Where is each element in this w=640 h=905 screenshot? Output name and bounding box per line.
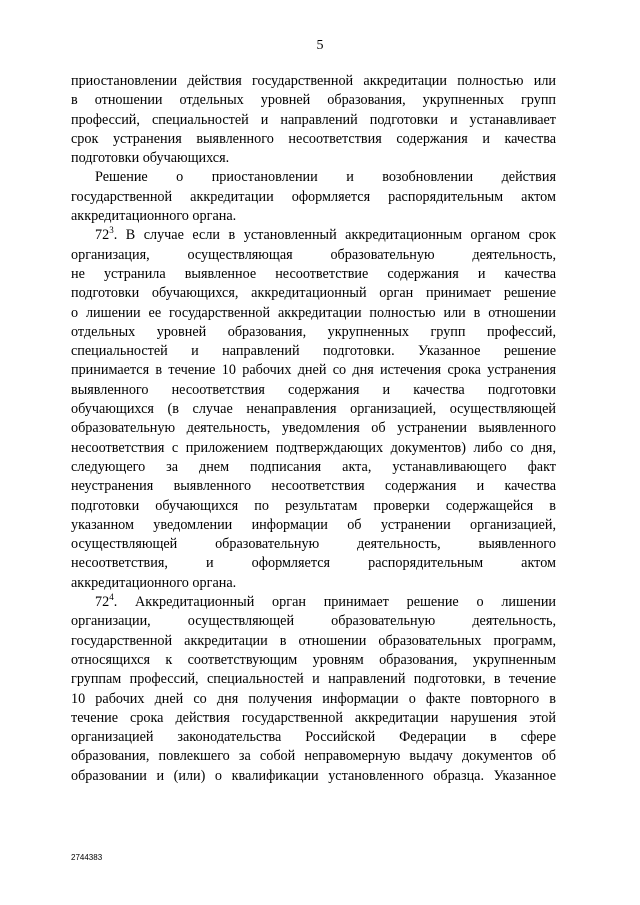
- text-line: указанном уведомлении информации об устранении организацией,: [71, 516, 556, 533]
- text-line: не устранила выявленное несоответствие содержания и качества: [71, 265, 556, 282]
- text-line: неустранения выявленного несоответствия содержания и качества: [71, 478, 556, 495]
- clause-text: . В случае если в установленный аккредитационным органом срок: [113, 227, 556, 244]
- text-line: профессий, специальностей и направлений подготовки и устанавливает: [71, 111, 556, 128]
- text-line: организации, осуществляющей образовательную деятельность,: [71, 613, 556, 630]
- document-id: 2744383: [71, 853, 103, 862]
- paragraph-72-3: [71, 226, 556, 593]
- text-line: приостановлении действия государственной аккредитации полностью или: [71, 73, 556, 89]
- text-line: государственной аккредитации оформляется распорядительным актом: [71, 188, 556, 205]
- text-line: несоответствия с приложением подтверждающих документов) либо со дня,: [71, 439, 556, 456]
- clause-text: . Аккредитационный орган принимает решение о лишении: [113, 594, 556, 611]
- text-line: осуществляющей образовательную деятельность, выявленного: [71, 536, 556, 553]
- text-line: образовании и (или) о квалификации установленного образца. Указанное: [71, 767, 556, 784]
- text-line: выявленного несоответствия содержания и качества подготовки: [71, 381, 556, 398]
- text-line: о лишении ее государственной аккредитации полностью или в отношении: [71, 304, 556, 321]
- text-line: аккредитационного органа.: [71, 574, 237, 591]
- document-body: [71, 72, 556, 786]
- paragraph-first-line: [71, 593, 556, 612]
- paragraph-1: [71, 72, 556, 168]
- paragraph-2: [71, 168, 556, 226]
- text-line: подготовки обучающихся.: [71, 150, 230, 167]
- clause-number: 72: [95, 594, 110, 611]
- text-line: специальностей и направлений подготовки. Указанное решение: [71, 343, 556, 360]
- page-number: 5: [316, 38, 324, 53]
- text-line: отдельных уровней образования, укрупненных групп профессий,: [71, 323, 556, 340]
- text-line: подготовки обучающихся по результатам проверки содержащейся в: [71, 497, 556, 514]
- paragraph-72-4: [71, 593, 556, 786]
- text-line: несоответствия, и оформляется распорядительным актом: [71, 555, 556, 572]
- text-line: образования, повлекшего за собой неправомерную выдачу документов об: [71, 748, 556, 765]
- text-line: срок устранения выявленного несоответствия содержания и качества: [71, 130, 556, 147]
- text-line: группам профессий, специальностей и направлений подготовки, в течение: [71, 671, 556, 688]
- text-line: принимается в течение 10 рабочих дней со дня истечения срока устранения: [71, 362, 556, 379]
- text-line: аккредитационного органа.: [71, 208, 237, 225]
- text-line: Решение о приостановлении и возобновлении действия: [95, 169, 556, 186]
- paragraph-first-line: [71, 226, 556, 245]
- clause-superscript: 3: [109, 226, 114, 236]
- text-line: организацией законодательства Российской Федерации в сфере: [71, 729, 556, 746]
- clause-number: 72: [95, 227, 110, 244]
- text-line: подготовки обучающихся, аккредитационный орган принимает решение: [71, 285, 556, 302]
- text-line: образовательную деятельность, уведомления об устранении выявленного: [71, 420, 556, 437]
- text-line: течение срока действия государственной аккредитации нарушения этой: [71, 709, 556, 726]
- clause-superscript: 4: [109, 593, 114, 603]
- text-line: обучающихся (в случае ненаправления организацией, осуществляющей: [71, 401, 556, 418]
- text-line: следующего за днем подписания акта, устанавливающего факт: [71, 458, 556, 475]
- text-line: государственной аккредитации в отношении образовательных программ,: [71, 632, 556, 649]
- text-line: организация, осуществляющая образовательную деятельность,: [71, 246, 556, 263]
- text-line: в отношении отдельных уровней образования, укрупненных групп: [71, 92, 556, 109]
- text-line: относящихся к соответствующим уровням образования, укрупненным: [71, 651, 556, 668]
- text-line: 10 рабочих дней со дня получения информации о факте повторного в: [71, 690, 556, 707]
